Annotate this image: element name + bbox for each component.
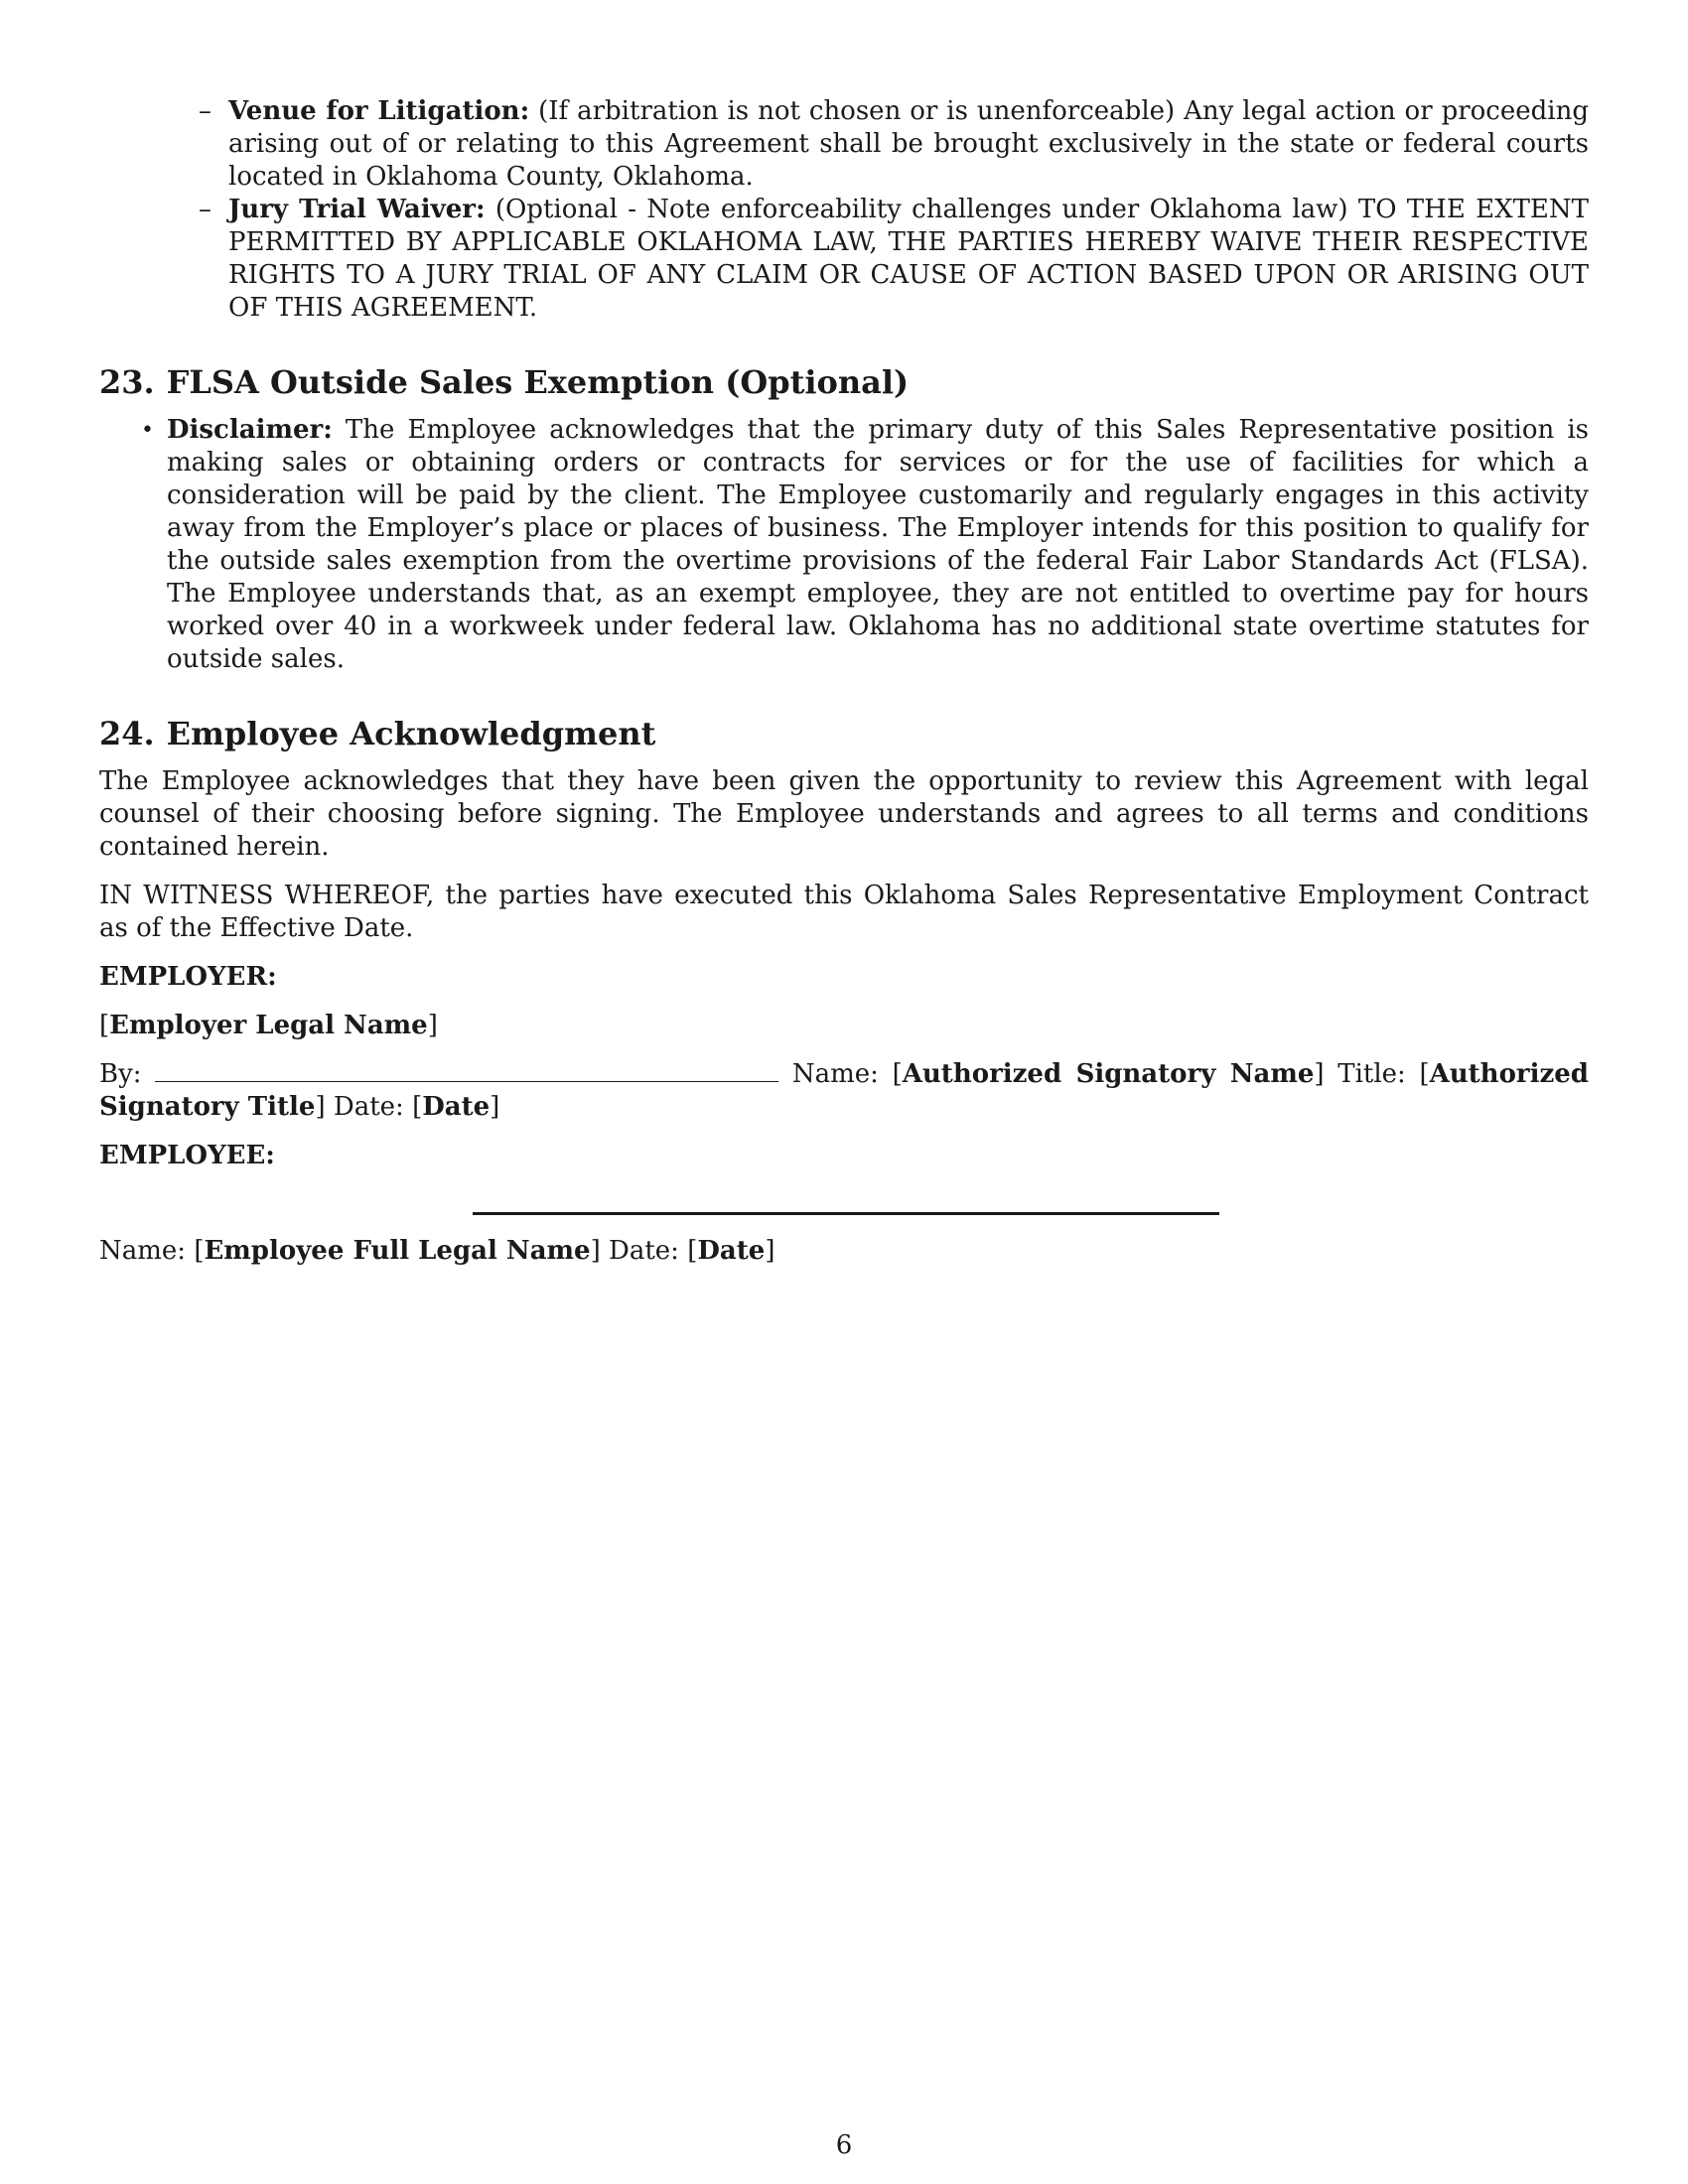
section-24-heading [99, 714, 1589, 753]
employee-name: Employee Full Legal Name [204, 1236, 591, 1266]
section-24-title: Employee Acknowledgment [166, 715, 656, 752]
venue-text: (If arbitration is not chosen or is unenforceable) Any legal action or proceeding arising out of or relating to this Agreement shall be brought exclusively in the state or federal courts located in Oklahoma County, Oklahoma. [228, 96, 1589, 192]
employee-signature-line[interactable] [473, 1212, 1219, 1215]
section-23-title: FLSA Outside Sales Exemption (Optional) [166, 363, 910, 401]
document-page [99, 95, 1589, 1284]
disclaimer-label: Disclaimer: [167, 415, 333, 445]
employer-date: Date [422, 1092, 491, 1122]
signatory-name: Authorized Signatory Name [902, 1059, 1315, 1089]
employer-name: Employer Legal Name [109, 1011, 428, 1040]
venue-label: Venue for Litigation: [228, 96, 530, 126]
list-item-jury-waiver [199, 194, 1589, 325]
disclaimer-text: The Employee acknowledges that the primary duty of this Sales Representative position is making sales or obtaining orders or contracts for services or for the use of facilities for which a consideration will be paid by the client. The Employee customarily and regularly engages in this activity away from the Employer’s place or places of business. The Employer intends for this position to qualify for the outside sales exemption from the overtime provisions of the federal Fair Labor Standards Act (FLSA). The Employee understands that, as an exempt employee, they are not entitled to overtime pay for hours worked over 40 in a workweek under federal law. Oklahoma has no additional state overtime statutes for outside sales. [167, 415, 1589, 674]
employer-signature-line[interactable] [155, 1059, 778, 1082]
witness-paragraph: IN WITNESS WHEREOF, the parties have executed this Oklahoma Sales Representative Employment Contract as of the Effective Date. [99, 881, 1589, 943]
section-24-number: 24. [99, 715, 155, 752]
employer-label: EMPLOYER: [99, 962, 277, 992]
employee-label: EMPLOYEE: [99, 1141, 275, 1170]
section-23-heading [99, 362, 1589, 402]
employer-name-line: [Employer Legal Name] [99, 1011, 438, 1040]
acknowledgment-paragraph: The Employee acknowledges that they have been given the opportunity to review this Agreement with legal counsel of their choosing before signing. The Employee understands and agrees to all terms and conditions contained herein. [99, 766, 1589, 862]
dash-marker: – [199, 96, 211, 126]
page-number: 6 [835, 2130, 853, 2160]
jury-text: (Optional - Note enforceability challenges under Oklahoma law) TO THE EXTENT PERMITTED BY APPLICABLE OKLAHOMA LAW, THE PARTIES HEREBY WAIVE THEIR RESPECTIVE RIGHTS TO A JURY TRIAL OF ANY CLAIM OR CAUSE OF ACTION BASED UPON OR ARISING OUT OF THIS AGREEMENT. [228, 195, 1589, 323]
employer-signature-block: By: Name: [Authorized Signatory Name] Title: [Authorized Signatory Title] Date: [Date] [99, 1059, 1589, 1122]
jury-label: Jury Trial Waiver: [228, 195, 486, 224]
litigation-list [199, 95, 1589, 325]
signatory-title: Authorized Signatory Title [99, 1059, 1589, 1122]
by-label: By: [99, 1059, 142, 1089]
list-item-disclaimer [141, 414, 1589, 676]
dash-marker: – [199, 195, 211, 224]
flsa-list [141, 414, 1589, 676]
list-item-venue [199, 95, 1589, 194]
section-23-number: 23. [99, 363, 155, 401]
bullet-marker: • [141, 418, 154, 443]
employee-date: Date [697, 1236, 766, 1266]
employee-name-line: Name: [Employee Full Legal Name] Date: [Date] [99, 1236, 775, 1266]
